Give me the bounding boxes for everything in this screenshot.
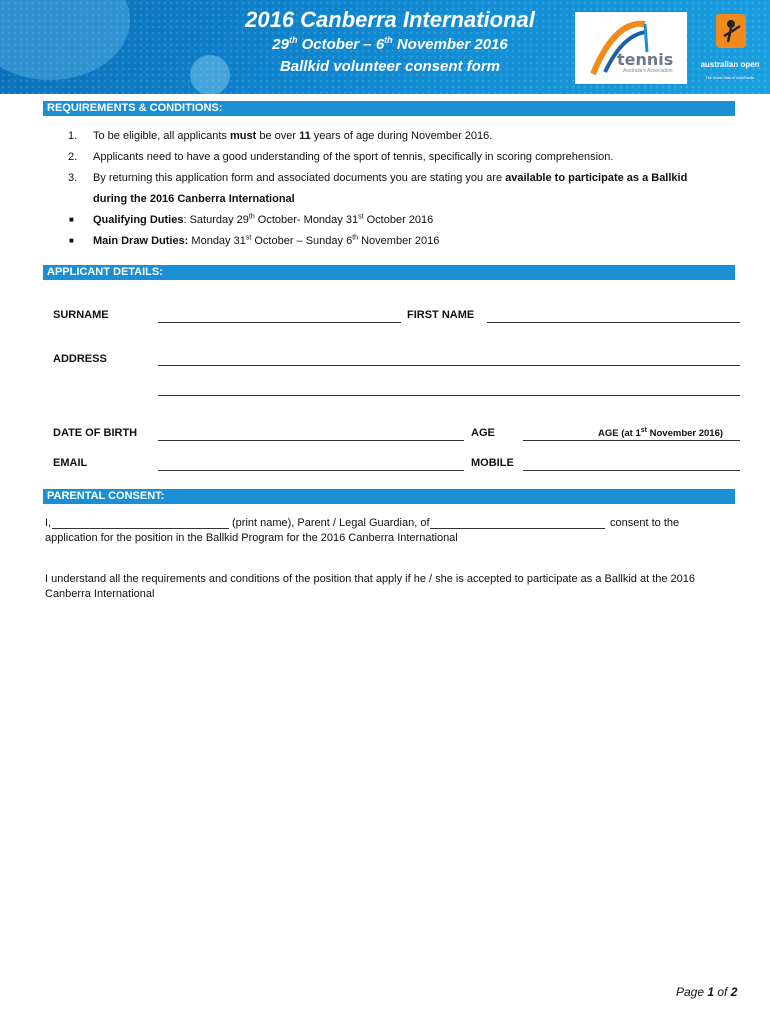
age-field[interactable] [523,440,740,441]
bullet-icon: ■ [69,236,74,245]
consent-line-1-c: consent to the [610,517,680,529]
consent-line-1-b: (print name), Parent / Legal Guardian, of [232,517,430,529]
address-field-line-1[interactable] [158,365,740,366]
mobile-label: MOBILE [471,457,514,469]
surname-label: SURNAME [53,309,109,321]
age-note: AGE (at 1st November 2016) [598,426,724,439]
ao-logo-word: australian open [700,60,760,69]
consent-heading: PARENTAL CONSENT: [43,489,735,504]
tennis-logo-word: tennis [617,50,674,69]
child-name-field[interactable] [430,528,605,529]
dob-field[interactable] [158,440,464,441]
bullet-icon: ■ [69,215,74,224]
australian-open-logo [696,8,764,88]
event-dates: 29th October – 6th November 2016 [272,35,508,53]
header-title-block [200,6,580,78]
page-title: 2016 Canberra International [245,7,535,32]
mobile-field[interactable] [523,470,740,471]
dob-label: DATE OF BIRTH [53,427,138,439]
consent-line-2: application for the position in the Ballkid Program for the 2016 Canberra International [45,532,458,544]
address-field-line-2[interactable] [158,395,740,396]
ao-player-icon [716,14,746,48]
age-label: AGE [471,427,495,439]
header-banner [0,0,770,94]
requirements-heading: REQUIREMENTS & CONDITIONS: [43,101,735,116]
applicant-heading: APPLICANT DETAILS: [43,265,735,280]
email-field[interactable] [158,470,464,471]
first-name-label: FIRST NAME [407,309,475,321]
parent-name-field[interactable] [52,528,229,529]
form-subtitle: Ballkid volunteer consent form [279,58,501,75]
email-label: EMAIL [53,457,88,469]
consent-paragraph-2: I understand all the requirements and conditions of the position that apply if he / she is accepted to participate as a Ballkid at the 2016 Canberra International [45,573,696,600]
tennis-logo-sub: Australia's Association [623,68,673,74]
consent-line-1: I, [45,517,52,529]
surname-field[interactable] [158,322,401,323]
first-name-field[interactable] [487,322,740,323]
ao-logo-tagline: The Grand Slam of Asia/Pacific [705,76,755,80]
tennis-australia-logo [575,12,687,84]
address-label: ADDRESS [53,353,107,365]
page-number: Page 1 of 2 [676,985,738,999]
